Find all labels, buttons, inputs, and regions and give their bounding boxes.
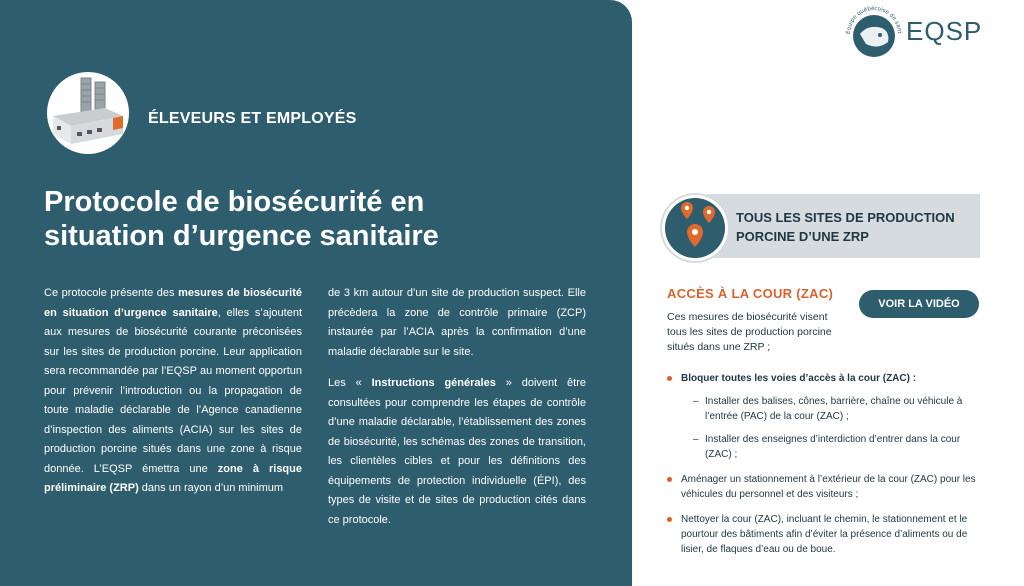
text-run: dans un rayon d’un minimum — [138, 482, 284, 494]
bullet-dot — [667, 376, 672, 381]
list-item — [667, 512, 981, 557]
measures-list — [667, 371, 981, 567]
sub-list-item — [681, 394, 981, 424]
text-run: » doivent être consultées pour comprendre les étapes de contrôle d’une maladie déclarable, l’établissement des zones de biosécurité, les schémas des zones de transition, les clientèles cibles et pour les définitions des équipements de protection individuelle (ÉPI), des types de visite et de sites de production cités dans ce protocole. — [328, 377, 587, 526]
zac-section-title: ACCÈS À LA COUR (ZAC) — [667, 286, 834, 301]
intro-paragraph-1 — [44, 284, 302, 499]
eqsp-logo — [838, 4, 983, 60]
dash-marker: – — [693, 396, 699, 407]
intro-column-2 — [328, 284, 586, 542]
bullet-dot — [667, 477, 672, 482]
list-item-title: Bloquer toutes les voies d’accès à la cour (ZAC) : — [681, 373, 917, 384]
zone-banner — [696, 194, 980, 258]
section-label: ÉLEVEURS ET EMPLOYÉS — [148, 110, 357, 127]
list-item — [667, 371, 981, 462]
emphasis-text: Instructions générales — [371, 377, 496, 389]
bullet-dot — [667, 517, 672, 522]
logo-arc-text: Équipe québécoise de sant — [845, 5, 903, 35]
list-item-text: Nettoyer la cour (ZAC), incluant le chemin, le stationnement et le pourtour des bâtiments afin d’éviter la présence d’aliments ou de lisier, de flaques d’eau ou de boue. — [681, 514, 968, 555]
emphasis-text: mesures de biosécurité en situation d’urgence sanitaire — [44, 287, 302, 319]
sub-list-text: Installer des balises, cônes, barrière, chaîne ou véhicule à l’entrée (PAC) de la cour (ZAC) ; — [705, 396, 963, 422]
banner-title — [736, 208, 955, 246]
banner-line-2: PORCINE D’UNE ZRP — [736, 229, 869, 244]
page-title — [44, 185, 564, 253]
watch-video-button[interactable]: VOIR LA VIDÉO — [859, 290, 979, 318]
farm-building-icon — [47, 72, 129, 154]
list-item — [667, 472, 981, 502]
text-run: Ce protocole présente des — [44, 287, 179, 299]
title-line-1: Protocole de biosécurité en — [44, 186, 425, 218]
list-item-text: Aménager un stationnement à l’extérieur de la cour (ZAC) pour les véhicules du personnel et des visiteurs ; — [681, 474, 976, 500]
banner-line-1: TOUS LES SITES DE PRODUCTION — [736, 210, 955, 225]
title-line-2: situation d’urgence sanitaire — [44, 220, 439, 252]
zac-intro: Ces mesures de biosécurité visent tous les sites de production porcine situés dans une ZRP ; — [667, 311, 832, 353]
emphasis-text: zone à risque préliminaire (ZRP) — [44, 462, 302, 494]
intro-column-1 — [44, 284, 302, 511]
sub-list-item — [681, 432, 981, 462]
sub-list-text: Installer des enseignes d’interdiction d’entrer dans la cour (ZAC) ; — [705, 434, 961, 460]
text-run: , elles s’ajoutent aux mesures de biosécurité courante préconisées sur les sites de production porcine. Leur application sera recommandée par l’EQSP au moment opportun pour prévenir l’introduction ou la propagation de toute maladie déclarable de l’Agence canadienne d’inspection des aliments (ACIA) sur les sites de production porcine situés dans une zone à risque donnée. L’EQSP émettra une — [44, 306, 302, 475]
map-pins-icon — [665, 198, 725, 258]
logo-name: EQSP — [906, 16, 983, 46]
dash-marker: – — [693, 434, 699, 445]
intro-paragraph-3 — [328, 374, 586, 530]
intro-paragraph-2: de 3 km autour d’un site de production suspect. Elle précèdera la zone de contrôle primaire (ZCP) instaurée par l’ACIA après la confirmation d’une maladie déclarable sur le site. — [328, 287, 586, 358]
text-run: Les « — [328, 377, 372, 389]
